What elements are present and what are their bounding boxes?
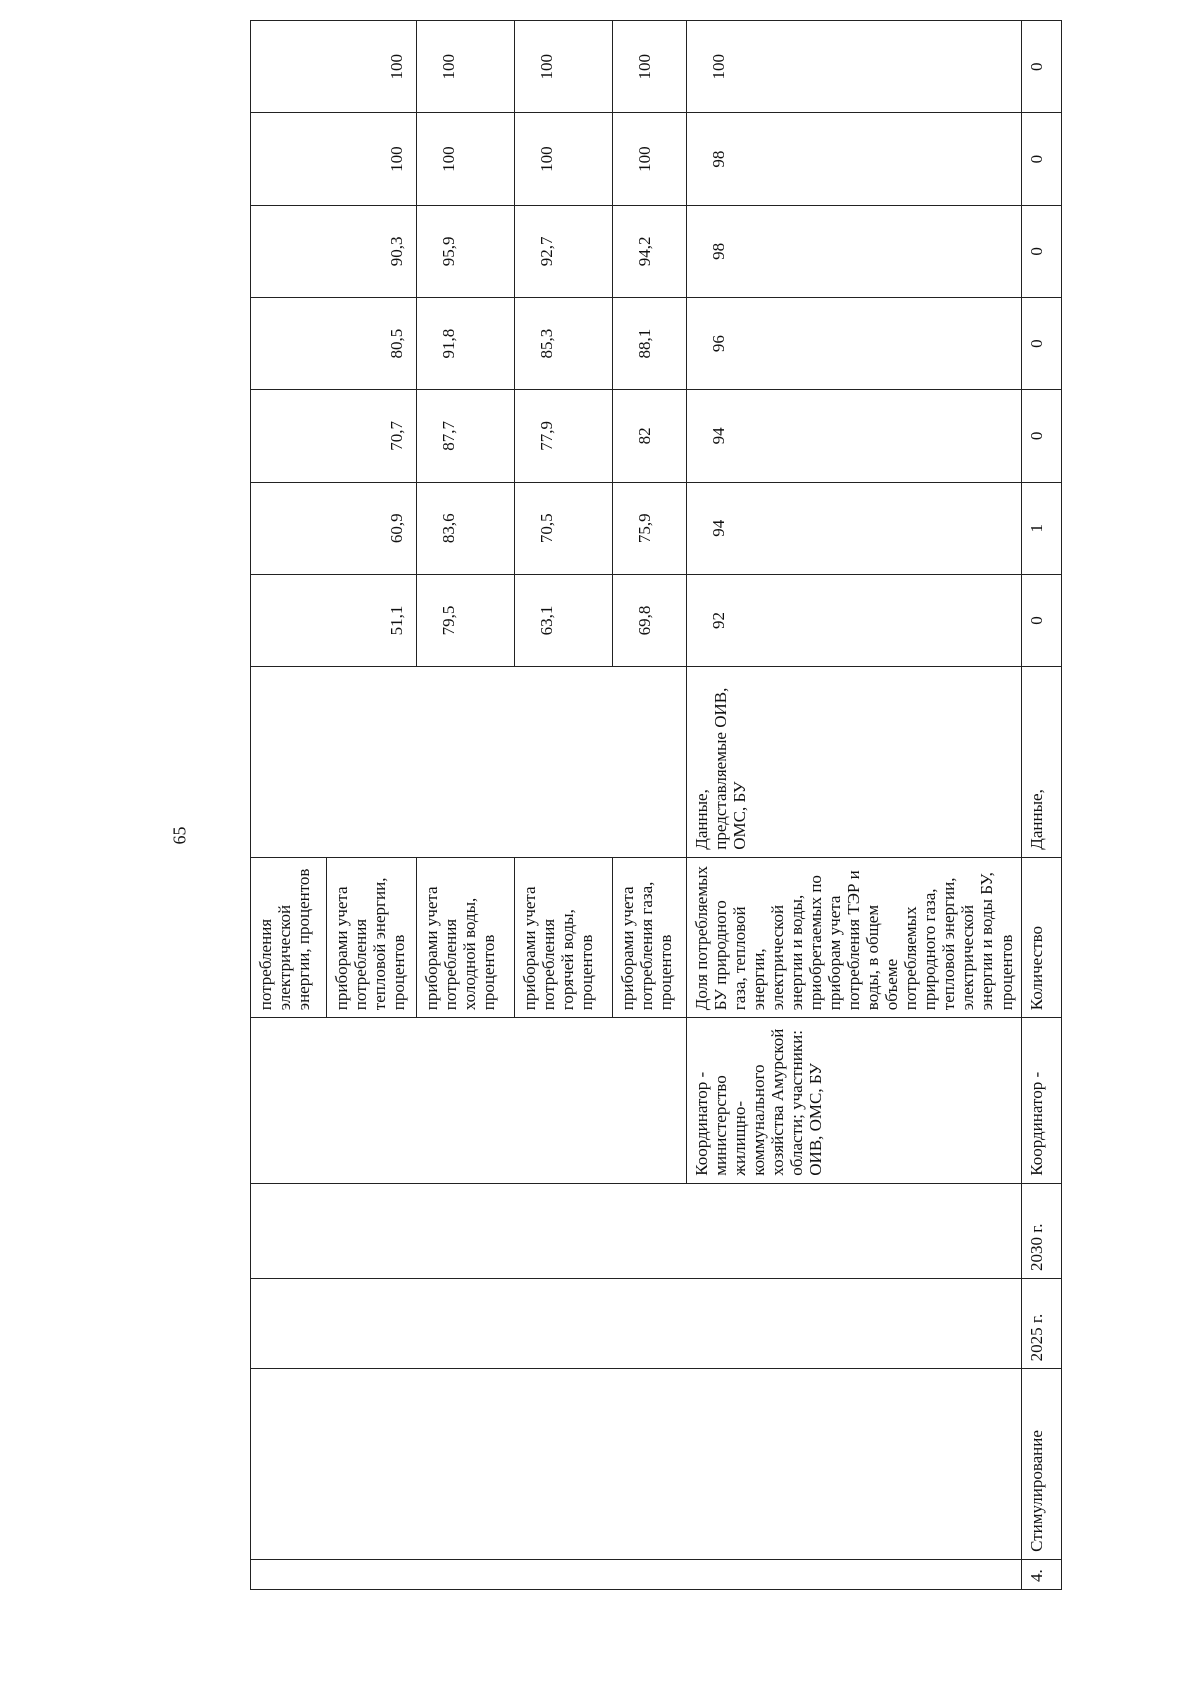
year-start [515, 1279, 613, 1369]
page-number: 65 [169, 826, 190, 845]
year-end [417, 1183, 515, 1278]
measure-name [687, 1369, 1022, 1560]
value-cell: 92 [687, 574, 1022, 666]
row-number [613, 1559, 687, 1589]
value-cell: 83,6 [417, 482, 515, 574]
data-source [327, 667, 417, 858]
coordinator [417, 1018, 515, 1184]
value-cell: 94 [687, 482, 1022, 574]
measure-name [515, 1369, 613, 1560]
year-end [327, 1183, 417, 1278]
value-cell: 91,8 [417, 298, 515, 390]
indicator-table-rotated [250, 20, 1150, 1590]
year-start: 2025 г. [1021, 1279, 1061, 1369]
value-cell: 100 [251, 21, 417, 113]
value-cell: 94 [687, 390, 1022, 482]
value-cell: 0 [1021, 574, 1061, 666]
indicator-text: приборами учета потребления горячей воды, процентов [515, 857, 613, 1018]
measure-name [417, 1369, 515, 1560]
measure-name [327, 1369, 417, 1560]
data-source [417, 667, 515, 858]
value-cell: 92,7 [515, 205, 613, 297]
indicator-text: Количество [1021, 857, 1061, 1018]
value-cell: 82 [613, 390, 687, 482]
value-cell: 75,9 [613, 482, 687, 574]
value-cell: 0 [1021, 21, 1061, 113]
value-cell: 70,5 [515, 482, 613, 574]
table-row [613, 21, 687, 1590]
year-start [687, 1279, 1022, 1369]
value-cell: 100 [251, 113, 417, 205]
value-cell: 100 [687, 21, 1022, 113]
value-cell: 77,9 [515, 390, 613, 482]
value-cell: 100 [613, 113, 687, 205]
indicator-text: приборами учета потребления холодной воды, процентов [417, 857, 515, 1018]
measure-name [251, 1369, 327, 1560]
data-source: Данные, представляемые ОИВ, ОМС, БУ [687, 667, 1022, 858]
coordinator [613, 1018, 687, 1184]
value-cell: 85,3 [515, 298, 613, 390]
measure-name [613, 1369, 687, 1560]
row-number: 4. [1021, 1559, 1061, 1589]
indicator-text: Доля потребляемых БУ природного газа, тепловой энергии, электрической энергии и воды, приобретаемых по приборам учета потребления ТЭР и воды, в общем объеме потребляемых природного газа, тепловой энергии, электрической энергии и воды БУ, процентов [687, 857, 1022, 1018]
value-cell: 63,1 [515, 574, 613, 666]
value-cell: 88,1 [613, 298, 687, 390]
value-cell: 100 [417, 21, 515, 113]
value-cell: 98 [687, 205, 1022, 297]
value-cell: 0 [1021, 390, 1061, 482]
coordinator [515, 1018, 613, 1184]
value-cell: 60,9 [251, 482, 417, 574]
value-cell: 80,5 [251, 298, 417, 390]
value-cell: 95,9 [417, 205, 515, 297]
value-cell: 70,7 [251, 390, 417, 482]
table-row [417, 21, 515, 1590]
data-source: Данные, [1021, 667, 1061, 858]
value-cell: 96 [687, 298, 1022, 390]
year-end [687, 1183, 1022, 1278]
value-cell: 100 [515, 113, 613, 205]
coordinator: Координатор - министерство жилищно-коммунального хозяйства Амурской области; участники: ОИВ, ОМС, БУ [687, 1018, 1022, 1184]
table-row [1021, 21, 1061, 1590]
year-start [417, 1279, 515, 1369]
row-number [417, 1559, 515, 1589]
table-row [687, 21, 1022, 1590]
data-source [613, 667, 687, 858]
indicator-text: потребления электрической энергии, процентов [251, 857, 327, 1018]
indicator-text: приборами учета потребления тепловой энергии, процентов [327, 857, 417, 1018]
year-start [327, 1279, 417, 1369]
value-cell: 79,5 [417, 574, 515, 666]
year-start [613, 1279, 687, 1369]
year-end [613, 1183, 687, 1278]
value-cell: 0 [1021, 205, 1061, 297]
year-end [251, 1183, 327, 1278]
row-number [515, 1559, 613, 1589]
measure-name: Стимулирование [1021, 1369, 1061, 1560]
value-cell: 0 [1021, 298, 1061, 390]
row-number [687, 1559, 1022, 1589]
value-cell: 1 [1021, 482, 1061, 574]
table-row [515, 21, 613, 1590]
value-cell: 94,2 [613, 205, 687, 297]
row-number [251, 1559, 327, 1589]
year-start [251, 1279, 327, 1369]
year-end: 2030 г. [1021, 1183, 1061, 1278]
row-number [327, 1559, 417, 1589]
value-cell: 87,7 [417, 390, 515, 482]
value-cell: 100 [417, 113, 515, 205]
value-cell: 69,8 [613, 574, 687, 666]
value-cell: 98 [687, 113, 1022, 205]
value-cell: 100 [515, 21, 613, 113]
coordinator [327, 1018, 417, 1184]
coordinator: Координатор - [1021, 1018, 1061, 1184]
coordinator [251, 1018, 327, 1184]
data-source [251, 667, 327, 858]
year-end [515, 1183, 613, 1278]
data-source [515, 667, 613, 858]
value-cell: 90,3 [251, 205, 417, 297]
table-row [251, 21, 327, 1590]
value-cell: 51,1 [251, 574, 417, 666]
indicator-text: приборами учета потребления газа, процентов [613, 857, 687, 1018]
indicator-table [250, 20, 1062, 1590]
value-cell: 100 [613, 21, 687, 113]
value-cell: 0 [1021, 113, 1061, 205]
